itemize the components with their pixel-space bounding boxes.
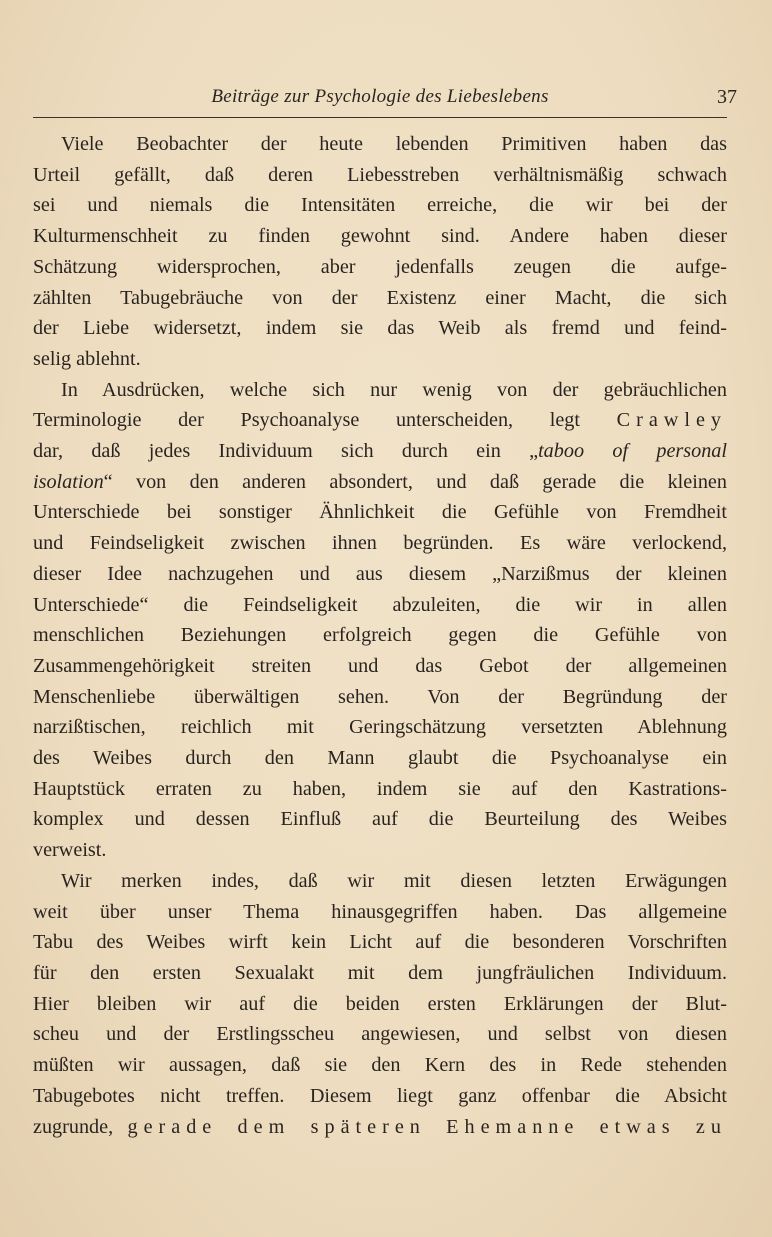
- quote-open: „: [529, 440, 539, 463]
- italic-phrase: isolation: [33, 470, 104, 493]
- text-line: Zusammengehörigkeit streiten und das Gebot der allgemeinen: [33, 654, 727, 677]
- text-fragment: Terminologie der Psychoanalyse unterscheiden, legt: [33, 409, 580, 432]
- text-line: [33, 1112, 727, 1143]
- text-line: sei und niemals die Intensitäten erreiche, die wir bei der: [33, 194, 727, 217]
- text-line: Hier bleiben wir auf die beiden ersten Erklärungen der Blut-: [33, 992, 727, 1015]
- text-line: narzißtischen, reichlich mit Geringschätzung versetzten Ablehnung: [33, 716, 727, 739]
- text-fragment: von den anderen absondert, und daß gerade die kleinen: [112, 470, 727, 493]
- text-line: [33, 405, 727, 436]
- text-line: Viele Beobachter der heute lebenden Primitiven haben das: [61, 133, 727, 155]
- text-fragment: zugrunde,: [33, 1115, 128, 1138]
- running-header-title: Beiträge zur Psychologie des Liebeslebens: [211, 86, 549, 107]
- text-line: Schätzung widersprochen, aber jedenfalls zeugen die aufge-: [33, 255, 727, 278]
- text-fragment: dar, daß jedes Individuum sich durch ein: [33, 440, 530, 463]
- text-line: [33, 436, 727, 467]
- text-line: zählten Tabugebräuche von der Existenz einer Macht, die sich: [33, 286, 727, 309]
- running-header: [33, 86, 737, 116]
- text-line: Unterschiede bei sonstiger Ähnlichkeit die Gefühle von Fremdheit: [33, 501, 727, 524]
- page-number: 37: [717, 86, 737, 108]
- text-line: weit über unser Thema hinausgegriffen haben. Das allgemeine: [33, 900, 727, 923]
- text-line: selig ablehnt.: [33, 347, 141, 370]
- italic-phrase: taboo of personal: [538, 440, 728, 463]
- text-line: dieser Idee nachzugehen und aus diesem „Narzißmus der kleinen: [33, 562, 727, 585]
- author-name-crawley: Crawley: [616, 409, 728, 432]
- text-line: Kulturmenschheit zu finden gewohnt sind. Andere haben dieser: [33, 225, 727, 248]
- text-line: komplex und dessen Einfluß auf die Beurteilung des Weibes: [33, 808, 727, 831]
- text-line: menschlichen Beziehungen erfolgreich gegen die Gefühle von: [33, 624, 727, 647]
- spaced-emphasis: gerade dem späteren Ehemanne etwas zu: [127, 1115, 727, 1138]
- text-line: des Weibes durch den Mann glaubt die Psychoanalyse ein: [33, 747, 727, 770]
- text-line: für den ersten Sexualakt mit dem jungfräulichen Individuum.: [33, 961, 727, 984]
- paragraph-2: [33, 375, 727, 866]
- text-line: In Ausdrücken, welche sich nur wenig von der gebräuchlichen: [61, 378, 727, 401]
- text-line: verweist.: [33, 839, 107, 862]
- text-line: Tabugebotes nicht treffen. Diesem liegt ganz offenbar die Absicht: [33, 1084, 727, 1107]
- paragraph-1: [33, 129, 727, 375]
- text-line: und Feindseligkeit zwischen ihnen begründen. Es wäre verlockend,: [33, 532, 727, 555]
- text-line: scheu und der Erstlingsscheu angewiesen, und selbst von diesen: [33, 1023, 727, 1046]
- text-line: Unterschiede“ die Feindseligkeit abzuleiten, die wir in allen: [33, 593, 727, 616]
- text-line: Hauptstück erraten zu haben, indem sie auf den Kastrations-: [33, 777, 727, 800]
- text-line: Menschenliebe überwältigen sehen. Von der Begründung der: [33, 685, 727, 708]
- text-line: Urteil gefällt, daß deren Liebesstreben verhältnismäßig schwach: [33, 163, 727, 186]
- text-line: Wir merken indes, daß wir mit diesen letzten Erwägungen: [61, 869, 727, 892]
- quote-close: “: [103, 470, 113, 493]
- text-line: Tabu des Weibes wirft kein Licht auf die besonderen Vorschriften: [33, 931, 727, 954]
- text-line: der Liebe widersetzt, indem sie das Weib als fremd und feind-: [33, 317, 727, 340]
- paragraph-3: [33, 866, 727, 1142]
- text-line: müßten wir aussagen, daß sie den Kern des in Rede stehenden: [33, 1054, 727, 1077]
- text-line: [33, 467, 727, 498]
- body-text: [33, 129, 727, 1142]
- header-rule: [33, 117, 727, 118]
